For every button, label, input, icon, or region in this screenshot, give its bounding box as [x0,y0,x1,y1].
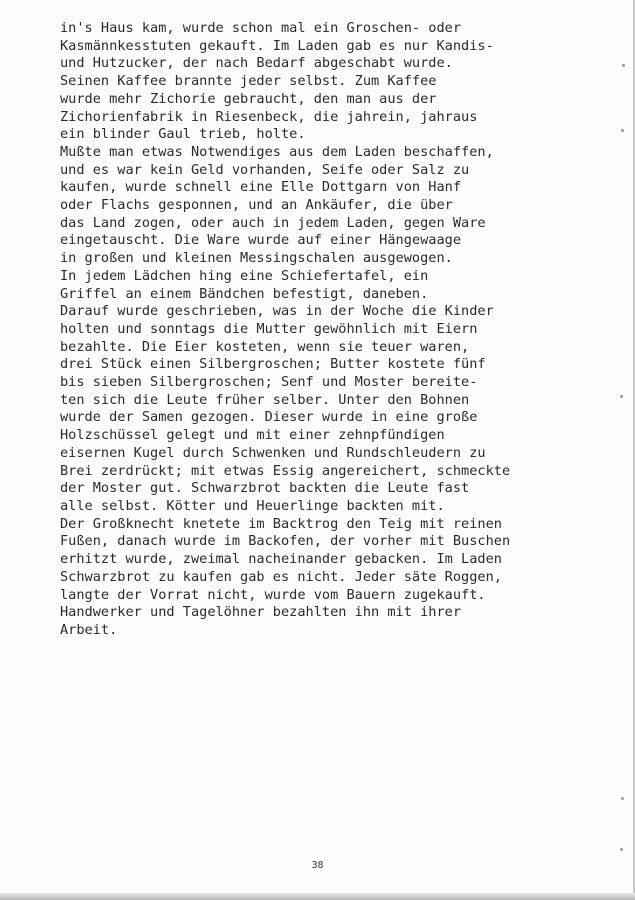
scan-speck [622,64,625,67]
text-line-12: das Land zogen, oder auch in jedem Laden, gegen Ware [60,214,486,231]
text-line-15: In jedem Lädchen hing eine Schiefertafel, ein [60,267,429,284]
text-line-18: holten und sonntags die Mutter gewöhnlich mit Eiern [60,320,478,337]
text-line-13: eingetauscht. Die Ware wurde auf einer Hängewaage [60,232,462,249]
text-line-26: Brei zerdrückt; mit etwas Essig angereichert, schmeckte [60,462,511,479]
scan-speck [621,797,624,800]
text-line-10: kaufen, wurde schnell eine Elle Dottgarn von Hanf [60,179,462,196]
page-number: 38 [311,860,324,871]
text-line-21: bis sieben Silbergroschen; Senf und Moster bereite- [60,374,478,391]
text-line-19: bezahlte. Die Eier kosteten, wenn sie teuer waren, [60,338,470,355]
text-line-20: drei Stück einen Silbergroschen; Butter kostete fünf [60,356,486,373]
text-line-34: Handwerker und Tagelöhner bezahlten ihn mit ihrer [60,604,462,621]
text-line-8: Mußte man etwas Notwendiges aus dem Laden beschaffen, [60,143,494,160]
text-line-4: Seinen Kaffee brannte jeder selbst. Zum Kaffee [60,73,437,90]
text-line-16: Griffel an einem Bändchen befestigt, daneben. [60,285,429,302]
text-line-7: ein blinder Gaul trieb, holte. [60,126,306,143]
text-line-25: eisernen Kugel durch Schwenken und Rundschleudern zu [60,444,486,461]
text-line-28: alle selbst. Kötter und Heuerlinge backten mit. [60,497,445,514]
text-line-33: langte der Vorrat nicht, wurde vom Bauern zugekauft. [60,586,486,603]
body-text [60,20,580,640]
text-line-29: Der Großknecht knetete im Backtrog den Teig mit reinen [60,515,502,532]
text-line-23: wurde der Samen gezogen. Dieser wurde in eine große [60,409,478,426]
text-line-17: Darauf wurde geschrieben, was in der Woche die Kinder [60,303,494,320]
text-line-27: der Moster gut. Schwarzbrot backten die Leute fast [60,480,470,497]
text-line-32: Schwarzbrot zu kaufen gab es nicht. Jeder säte Roggen, [60,568,502,585]
text-line-22: ten sich die Leute früher selber. Unter den Bohnen [60,391,470,408]
text-line-14: in großen und kleinen Messingschalen ausgewogen. [60,250,453,267]
text-line-35: Arbeit. [60,621,118,638]
text-line-9: und es war kein Geld vorhanden, Seife oder Salz zu [60,161,470,178]
text-line-2: Kasmännkesstuten gekauft. Im Laden gab es nur Kandis- [60,37,494,54]
text-line-1: in's Haus kam, wurde schon mal ein Groschen- oder [60,20,462,36]
text-line-3: und Hutzucker, der nach Bedarf abgeschabt wurde. [60,55,453,72]
text-line-11: oder Flachs gesponnen, und an Ankäufer, die über [60,197,453,214]
text-line-30: Fußen, danach wurde im Backofen, der vorher mit Buschen [60,533,511,550]
text-line-31: erhitzt wurde, zweimal nacheinander gebacken. Im Laden [60,551,502,568]
text-line-24: Holzschüssel gelegt und mit einer zehnpfündigen [60,427,445,444]
text-line-5: wurde mehr Zichorie gebraucht, den man aus der [60,90,437,107]
scan-speck [620,848,623,851]
page-bottom-edge [0,893,635,900]
scan-speck [620,395,623,398]
scan-speck [621,129,624,132]
text-line-6: Zichorienfabrik in Riesenbeck, die jahrein, jahraus [60,108,478,125]
